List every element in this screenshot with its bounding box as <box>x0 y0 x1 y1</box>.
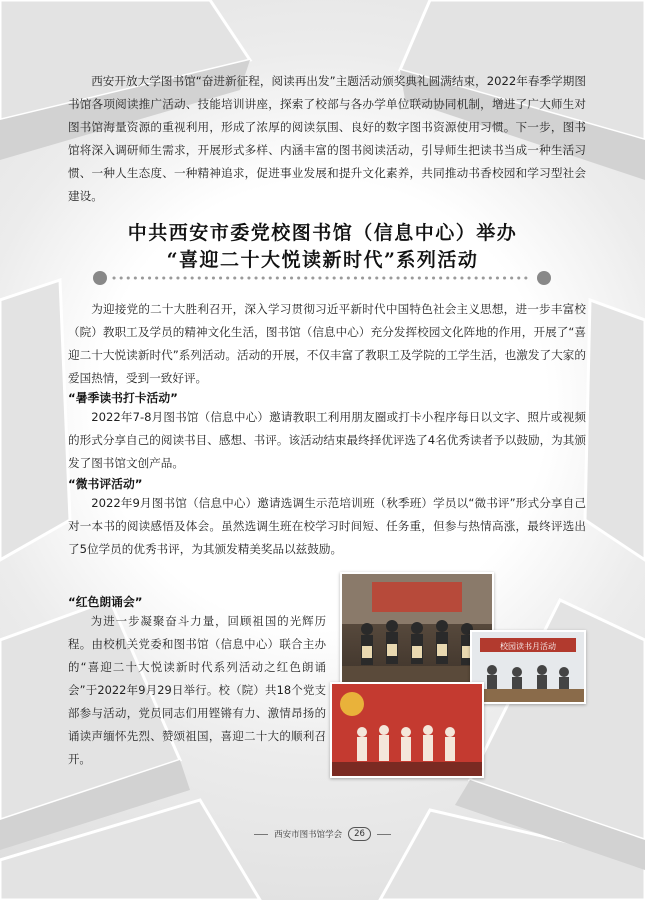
recitation-stage-scene <box>332 684 482 776</box>
footer-rule-left <box>254 834 268 835</box>
reading-room-scene <box>472 632 584 702</box>
section-body-recitation: 为进一步凝聚奋斗力量，回顾祖国的光辉历程。由校机关党委和图书馆（信息中心）联合主办的“喜迎二十大悦读新时代系列活动之红色朗诵会”于2022年9月29日举行。校（院）共18个党支部参与活动，党员同志们用铿锵有力、激情昂扬的诵读声缅怀先烈、赞颂祖国，喜迎二十大的顺利召开。 <box>68 614 326 766</box>
divider-right-endcap <box>537 271 551 285</box>
photo-collage <box>330 572 580 777</box>
divider-left-endcap <box>93 271 107 285</box>
title-divider <box>92 268 552 288</box>
footer-publication: 西安市图书馆学会 <box>274 830 343 840</box>
event-banner-text: 校园读书月活动 <box>500 642 556 651</box>
section-body-micro-review: 2022年9月图书馆（信息中心）邀请选调生示范培训班（秋季班）学员以“微书评”形式分享自己对一本书的阅读感悟及体会。虽然选调生班在校学习时间短、任务重，但参与热情高涨，最终评选出了5位学员的优秀书评，为其颁发精美奖品以兹鼓励。 <box>68 496 586 556</box>
section-heading-recitation: “红色朗诵会” <box>68 595 143 609</box>
page-footer <box>0 826 645 842</box>
party-emblem <box>340 692 364 716</box>
section-heading-micro-review: “微书评活动” <box>68 477 143 491</box>
article-title-line-2: “喜迎二十大悦读新时代”系列活动 <box>166 249 479 271</box>
photo-recitation-stage <box>330 682 484 778</box>
section-heading-summer-reading: “暑季读书打卡活动” <box>68 391 178 405</box>
stage-banner <box>372 582 462 612</box>
footer-rule-right <box>377 834 391 835</box>
section-body-summer-reading: 2022年7-8月图书馆（信息中心）邀请教职工利用朋友圈或打卡小程序每日以文字、照片或视频的形式分享自己的阅读书目、感想、书评。该活动结束最终择优评选了4名优秀读者予以鼓励，为其颁发了图书馆文创产品。 <box>68 410 586 470</box>
intro-paragraph: 西安开放大学图书馆“奋进新征程，阅读再出发”主题活动颁奖典礼圆满结束，2022年春季学期图书馆各项阅读推广活动、技能培训讲座，探索了校部与各办学单位联动协同机制，增进了广大师生对图书馆海量资源的重视利用，形成了浓厚的阅读氛围、良好的数字图书资源使用习惯。下一步，图书馆将深入调研师生需求，开展形式多样、内涵丰富的图书阅读活动，引导师生把读书当成一种生活习惯、一种人生态度、一种精神追求，促进事业发展和提升文化素养，共同推动书香校园和学习型社会建设。 <box>68 74 586 203</box>
page-number: 26 <box>348 827 371 841</box>
article-lead: 为迎接党的二十大胜利召开，深入学习贯彻习近平新时代中国特色社会主义思想，进一步丰富校（院）教职工及学员的精神文化生活，图书馆（信息中心）充分发挥校园文化阵地的作用，开展了“喜迎二十大悦读新时代”系列活动。活动的开展，不仅丰富了教职工及学院的工学生活，也激发了大家的爱国热情，受到一致好评。 <box>68 302 586 385</box>
photo-reading-room <box>470 630 586 704</box>
article-title-line-1: 中共西安市委党校图书馆（信息中心）举办 <box>127 222 518 244</box>
